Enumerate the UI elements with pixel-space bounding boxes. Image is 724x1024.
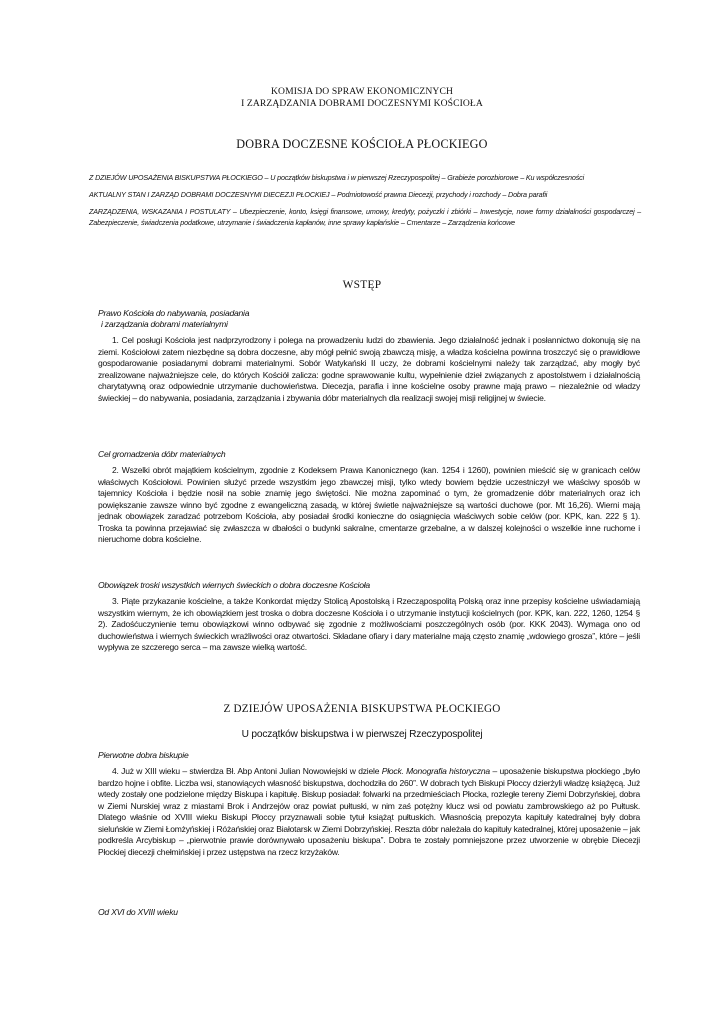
paragraph-4-text-end: – uposażenie biskupstwa płockiego „było bardzo hojne i obfite. Liczba wsi, stanowiących własność biskupstwa, dochodziła do 260”. W dobrach tych Biskupi Płoccy dzierżyli władzę książęcą. Już wtedy zostały one podzielone między Biskupa i kapitułę. Biskup posiadał: folwarki na przedmieściach Płocka, rozległe tereny Ziemi Dobrzyńskiej, dobra w Ziemi Nurskiej wraz z miastami Brok i Andrzejów oraz powiat pułtuski, w nim zaś potężny klucz wsi od powiatu zambrowskiego aż po Pułtusk. Dlatego właśnie od XVIII wieku Biskupi Płoccy przyznawali sobie tytuł książąt pułtuskich. Własnością prepozyta kapituły katedralnej były dobra sieluńskie w Ziemi Łomżyńskiej i Różańskiej oraz Białotarsk w Ziemi Dobrzyńskiej. Reszta dóbr należała do kapituły katedralnej, której uposażenie – jak podkreśla Arcybiskup – „pierwotnie prawie dorównywało uposażeniu biskupa”. Dobra te zostały pomniejszone przez utworzenie w obrębie Diecezji Płockiej diecezji chełmińskiej i przez ustępstwa na rzecz krzyżaków. (98, 766, 640, 857)
toc-item-current-state: AKTUALNY STAN I ZARZĄD DOBRAMI DOCZESNYMI DIECEZJI PŁOCKIEJ – Podmiotowość prawna Diecezji, przychody i rozchody – Dobra parafii (89, 190, 548, 199)
subheading-church-rights (98, 308, 249, 330)
document-title: DOBRA DOCZESNE KOŚCIOŁA PŁOCKIEGO (236, 137, 488, 151)
section-heading-history: Z DZIEJÓW UPOSAŻENIA BISKUPSTWA PŁOCKIEGO (223, 703, 501, 715)
subheading-obligation: Obowiązek troski wszystkich wiernych świeckich o dobra doczesne Kościoła (98, 580, 370, 590)
subheading-16-18-century: Od XVI do XVIII wieku (98, 907, 178, 917)
book-title: Płock. Monografia historyczna (381, 766, 490, 776)
toc-item-regulations: ZARZĄDZENIA, WSKAZANIA I POSTULATY – Ubezpieczenie, konto, księgi finansowe, umowy, kredyty, pożyczki i zbiórki – Inwestycje, nowe formy działalności gospodarczej – Zabezpieczenie, świadczenia podatkowe, utrzymanie i świadczenia kapłanów, inne sprawy kapłańskie – Cmentarze – Zarządzenia końcowe (89, 207, 641, 227)
paragraph-2 (98, 465, 640, 546)
toc-item-history: Z DZIEJÓW UPOSAŻENIA BISKUPSTWA PŁOCKIEGO – U początków biskupstwa i w pierwszej Rzeczypospolitej – Grabieże porozbiorowe – Ku współczesności (89, 173, 585, 182)
paragraph-1 (98, 335, 640, 404)
subheading-line-2: i zarządzania dobrami materialnymi (101, 319, 228, 329)
subheading-original-goods: Pierwotne dobra biskupie (98, 750, 189, 760)
paragraph-3 (98, 596, 640, 654)
table-of-contents (89, 172, 641, 234)
paragraph-2-text: 2. Wszelki obrót majątkiem kościelnym, zgodnie z Kodeksem Prawa Kanonicznego (kan. 1254 i 1260), powinien mieścić się w granicach celów właściwych Kościołowi. Powinien służyć przede wszystkim jego zbawczej misji, tylko wtedy bowiem będzie uczestniczył we właściwy sposób w tajemnicy Kościoła i będzie nosił na sobie znamię jego świętości. Nie można zapominać o tym, że gromadzenie dóbr materialnych oraz ich powiększanie zawsze winno być zgodne z ewangeliczną zasadą, w której świetle najważniejsze są wartości duchowe (por. Mt 16,26). Wierni mają jednak obowiązek zaradzać potrzebom Kościoła, aby posiadał środki konieczne do osiągnięcia właściwych sobie celów (por. KPK, kan. 222 § 1). Troska ta powinna przejawiać się zwłaszcza w dbałości o budynki sakralne, cmentarze grzebalne, a w dalszej kolejności o wszelkie inne ruchome i nieruchome dobra kościelne. (98, 465, 640, 544)
section-subheading-beginnings: U początków biskupstwa i w pierwszej Rzeczypospolitej (241, 729, 483, 740)
paragraph-4 (98, 766, 640, 858)
paragraph-4-text-start: 4. Już w XIII wieku – stwierdza Bł. Abp Antoni Julian Nowowiejski w dziele (112, 766, 382, 776)
section-heading-intro: WSTĘP (342, 279, 382, 291)
organization-line-1: KOMISJA DO SPRAW EKONOMICZNYCH (271, 86, 453, 97)
subheading-line-1: Prawo Kościoła do nabywania, posiadania (98, 308, 250, 318)
subheading-purpose: Cel gromadzenia dóbr materialnych (98, 449, 226, 459)
paragraph-1-text: 1. Cel posługi Kościoła jest nadprzyrodzony i polega na prowadzeniu ludzi do zbawienia. Jego działalność jednak i posłannictwo dokonują się na ziemi. Kościołowi zatem niezbędne są dobra doczesne, aby mógł pełnić swoją zbawczą misję, a władza kościelna powinna troszczyć się o prawidłowe gospodarowanie posiadanymi dobrami materialnymi. Sobór Watykański II uczy, że dobrami kościelnymi należy tak zarządzać, aby mogły być zrealizowane najważniejsze cele, do których Kościół zalicza: godne sprawowanie kultu, wypełnienie dzieł związanych z apostolstwem i działalnością charytatywną oraz odpowiednie utrzymanie duchowieństwa. Diecezja, parafia i inne kościelne osoby prawne mają prawo – niezależnie od władzy świeckiej – do nabywania, posiadania, zarządzania i zbywania dóbr materialnych dla realizacji swojej misji religijnej w świecie. (98, 335, 640, 403)
organization-line-2: I ZARZĄDZANIA DOBRAMI DOCZESNYMI KOŚCIOŁA (241, 98, 483, 109)
organization-header (0, 86, 724, 110)
paragraph-3-text: 3. Piąte przykazanie kościelne, a także Konkordat między Stolicą Apostolską i Rzecząpospolitą Polską oraz inne przepisy kościelne uświadamiają wszystkim wiernym, że ich obowiązkiem jest troska o dobra doczesne Kościoła i o utrzymanie instytucji kościelnych (por. KPK, kan. 222, 1260, 1254 § 2). Zadośćuczynienie temu obowiązkowi winno odbywać się zgodnie z możliwościami poszczególnych osób (por. KKK 2043). Wymaga ono od duchowieństwa i wiernych świeckich wrażliwości oraz otwartości. Składane ofiary i dary materialne mają często znamię „wdowiego grosza”, które – jeśli wypływa ze szczerego serca – ma zawsze wielką wartość. (98, 596, 640, 652)
